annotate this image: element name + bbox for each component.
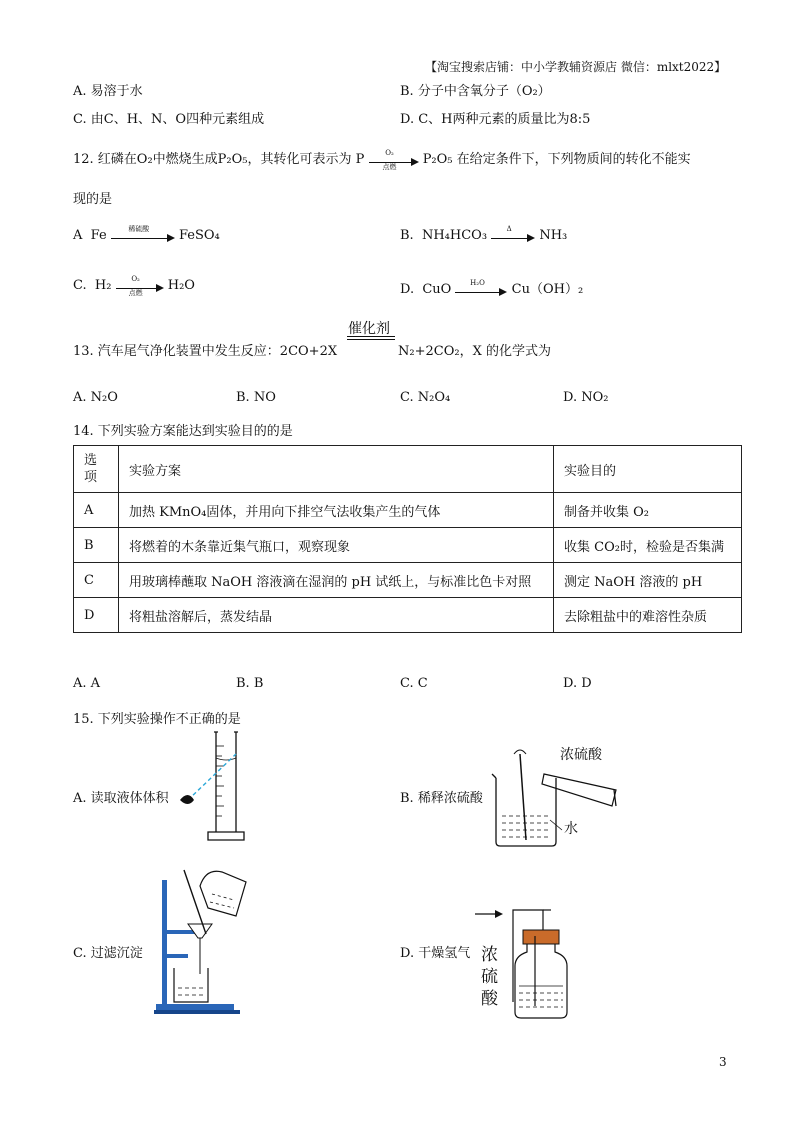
q13-option-c: C. N₂O₄ — [400, 390, 451, 405]
q14-table — [73, 445, 742, 633]
q12-b-arrow: Δ — [491, 229, 535, 243]
q12-stem-c: 现的是 — [73, 192, 113, 207]
label-water: 水 — [564, 821, 578, 837]
q15-option-d: D. 干燥氢气 — [400, 946, 471, 961]
q12-option-a: A Fe 稀硫酸 FeSO₄ — [73, 224, 220, 243]
q12-stem — [73, 148, 691, 171]
q14-option-d: D. D — [563, 676, 592, 691]
table-cell: 将燃着的木条靠近集气瓶口，观察现象 — [119, 528, 554, 563]
q12-reaction-right: P₂O₅ — [422, 152, 453, 167]
table-cell: A — [74, 493, 119, 528]
q13-stem-b: N₂+2CO₂，X 的化学式为 — [398, 344, 551, 359]
q12-a-arrow: 稀硫酸 — [111, 229, 175, 243]
label-conc-sulfuric-acid: 浓硫酸 — [560, 747, 602, 763]
q12-reaction-arrow: O₂ 点燃 — [369, 153, 419, 167]
q15-option-b: B. 稀释浓硫酸 — [400, 791, 483, 806]
q13-catalyst: 催化剂 — [348, 321, 390, 337]
q15-option-c: C. 过滤沉淀 — [73, 946, 143, 961]
q13-equal-line-bottom — [347, 339, 395, 340]
q14-stem: 14. 下列实验方案能达到实验目的的是 — [73, 424, 293, 439]
table-cell: 制备并收集 O₂ — [554, 493, 742, 528]
q12-c-arrow: O₂ 点燃 — [116, 279, 164, 293]
table-cell: 将粗盐溶解后，蒸发结晶 — [119, 598, 554, 633]
table-header-option: 选项 — [74, 446, 119, 493]
table-cell: B — [74, 528, 119, 563]
table-cell: 去除粗盐中的难溶性杂质 — [554, 598, 742, 633]
q11-option-d: D. C、H两种元素的质量比为8:5 — [400, 112, 591, 127]
q12-option-d: D. CuO H₂O Cu（OH）₂ — [400, 278, 584, 297]
q12-stem-a: 12. 红磷在O₂中燃烧生成P₂O₅，其转化可表示为 — [73, 152, 352, 167]
q14-option-b: B. B — [236, 676, 264, 691]
header-note: 【淘宝搜索店铺：中小学教辅资源店 微信：mlxt2022】 — [425, 60, 727, 74]
table-row — [74, 528, 742, 563]
q14-option-c: C. C — [400, 676, 428, 691]
q12-option-b: B. NH₄HCO₃ Δ NH₃ — [400, 224, 568, 243]
table-cell: 加热 KMnO₄固体，并用向下排空气法收集产生的气体 — [119, 493, 554, 528]
table-cell: D — [74, 598, 119, 633]
table-cell: 测定 NaOH 溶液的 pH — [554, 563, 742, 598]
table-cell: 收集 CO₂时，检验是否集满 — [554, 528, 742, 563]
q11-option-c: C. 由C、H、N、O四种元素组成 — [73, 112, 265, 127]
table-header-goal: 实验目的 — [554, 446, 742, 493]
filtration-figure — [150, 864, 260, 1022]
table-header-row — [74, 446, 742, 493]
q13-equal-line-top — [347, 336, 395, 337]
table-cell: C — [74, 563, 119, 598]
table-row — [74, 493, 742, 528]
table-row — [74, 598, 742, 633]
graduated-cylinder-figure — [178, 728, 248, 848]
q15-option-a: A. 读取液体体积 — [73, 791, 169, 806]
q13-option-d: D. NO₂ — [563, 390, 609, 405]
q13-option-a: A. N₂O — [73, 390, 118, 405]
q12-d-arrow: H₂O — [455, 283, 507, 297]
q11-option-a: A. 易溶于水 — [73, 84, 143, 99]
q13-stem-a: 13. 汽车尾气净化装置中发生反应：2CO+2X — [73, 344, 338, 359]
label-conc-sulfuric-acid-vertical: 浓硫酸 — [481, 945, 498, 1009]
table-row — [74, 563, 742, 598]
page-number: 3 — [719, 1055, 727, 1069]
q12-reaction-left: P — [355, 152, 365, 167]
table-header-plan: 实验方案 — [119, 446, 554, 493]
q12-stem-b: 在给定条件下，下列物质间的转化不能实 — [456, 152, 691, 167]
q12-option-c: C. H₂ O₂ 点燃 H₂O — [73, 274, 195, 297]
q14-option-a: A. A — [73, 676, 101, 691]
table-cell: 用玻璃棒蘸取 NaOH 溶液滴在湿润的 pH 试纸上，与标准比色卡对照 — [119, 563, 554, 598]
q15-stem: 15. 下列实验操作不正确的是 — [73, 712, 241, 727]
q11-option-b: B. 分子中含氧分子（O₂） — [400, 84, 551, 99]
q13-option-b: B. NO — [236, 390, 276, 405]
